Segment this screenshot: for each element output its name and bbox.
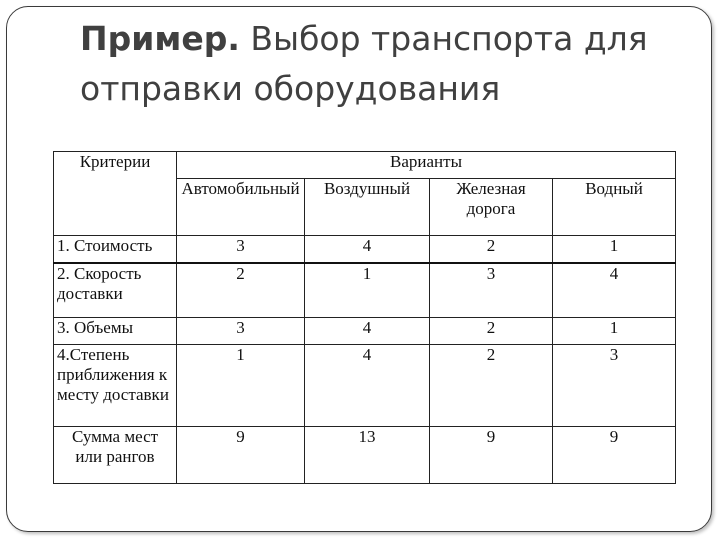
transport-criteria-table — [53, 151, 676, 484]
table-cell: 9 — [430, 427, 553, 484]
row-label-proximity: 4.Степень приближения к месту доставки — [54, 345, 177, 427]
table-cell: 4 — [553, 263, 676, 318]
table-cell: 4 — [305, 345, 430, 427]
table-cell: 3 — [177, 318, 305, 345]
table-cell: 2 — [430, 236, 553, 263]
row-label-total: Сумма мест или рангов — [54, 427, 177, 484]
table-cell: 2 — [177, 263, 305, 318]
table-cell: 2 — [430, 345, 553, 427]
table-cell: 3 — [177, 236, 305, 263]
table-row-total — [54, 427, 676, 484]
table-cell: 13 — [305, 427, 430, 484]
table-row — [54, 263, 676, 318]
table-cell: 4 — [305, 318, 430, 345]
table-cell: 1 — [553, 318, 676, 345]
table-cell: 3 — [553, 345, 676, 427]
table-cell: 3 — [430, 263, 553, 318]
table-cell: 1 — [305, 263, 430, 318]
criteria-header: Критерии — [54, 152, 177, 236]
table-cell: 9 — [177, 427, 305, 484]
col-header-auto: Автомобильный — [177, 179, 305, 236]
table-cell: 4 — [305, 236, 430, 263]
table-cell: 1 — [177, 345, 305, 427]
row-label-speed: 2. Скорость доставки — [54, 263, 177, 318]
table-row — [54, 318, 676, 345]
table-row — [54, 345, 676, 427]
table-header-row — [54, 152, 676, 179]
col-header-rail: Железная дорога — [430, 179, 553, 236]
table-cell: 2 — [430, 318, 553, 345]
table-cell: 1 — [553, 236, 676, 263]
row-label-volume: 3. Объемы — [54, 318, 177, 345]
col-header-air: Воздушный — [305, 179, 430, 236]
row-label-cost: 1. Стоимость — [54, 236, 177, 263]
title-rest: Выбор транспорта для отправки оборудования — [80, 19, 648, 108]
table-row — [54, 236, 676, 263]
slide-title — [80, 14, 680, 114]
variants-header: Варианты — [177, 152, 676, 179]
col-header-water: Водный — [553, 179, 676, 236]
table-cell: 9 — [553, 427, 676, 484]
title-lead: Пример. — [80, 19, 240, 58]
